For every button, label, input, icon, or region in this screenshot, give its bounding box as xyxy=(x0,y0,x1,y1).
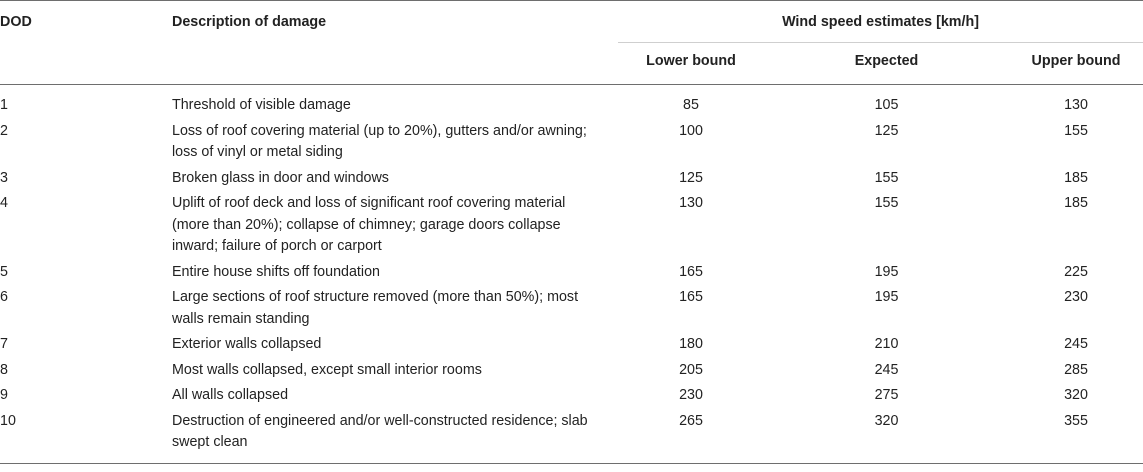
cell-dod: 7 xyxy=(0,336,8,352)
cell-expected: 155 xyxy=(874,169,899,186)
cell-expected: 275 xyxy=(874,387,899,403)
cell-lower-bound: 165 xyxy=(679,263,703,280)
cell-upper-bound: 155 xyxy=(1064,122,1088,139)
cell-description: Threshold of visible damage xyxy=(172,97,351,113)
cell-lower-bound: 85 xyxy=(683,97,699,113)
cell-expected: 125 xyxy=(874,122,899,139)
cell-description: Exterior walls collapsed xyxy=(172,336,322,352)
table-row xyxy=(0,407,1143,464)
cell-upper-bound: 185 xyxy=(1064,195,1088,211)
cell-expected: 195 xyxy=(874,263,899,280)
cell-dod: 5 xyxy=(0,263,8,280)
cell-upper-bound: 185 xyxy=(1064,169,1088,186)
cell-expected: 195 xyxy=(874,289,899,305)
header-dod: DOD xyxy=(0,1,158,85)
table-row xyxy=(0,330,1143,356)
cell-upper-bound: 355 xyxy=(1009,407,1143,464)
table-row xyxy=(0,117,1143,164)
cell-expected: 155 xyxy=(874,195,899,211)
cell-description: Most walls collapsed, except small interior rooms xyxy=(172,361,482,378)
table-body xyxy=(0,85,1143,464)
header-expected: Expected xyxy=(764,42,1009,85)
cell-description: Uplift of roof deck and loss of significant roof covering material (more than 20%); collapse of chimney; garage doors collapse inward; failure of porch or carport xyxy=(172,195,566,254)
header-upper-bound: Upper bound xyxy=(1009,42,1143,85)
table-row xyxy=(0,356,1143,382)
cell-dod: 3 xyxy=(0,169,8,186)
table-header xyxy=(0,1,1143,85)
cell-expected: 320 xyxy=(764,407,1009,464)
cell-dod: 1 xyxy=(0,97,8,113)
cell-lower-bound: 165 xyxy=(679,289,703,305)
cell-lower-bound: 180 xyxy=(679,336,703,352)
cell-description: Large sections of roof structure removed (more than 50%); most walls remain standing xyxy=(172,289,579,327)
cell-lower-bound: 265 xyxy=(618,407,764,464)
cell-upper-bound: 320 xyxy=(1064,387,1088,403)
table-row xyxy=(0,189,1143,258)
cell-upper-bound: 130 xyxy=(1064,97,1088,113)
cell-dod: 10 xyxy=(0,407,158,464)
header-lower-bound: Lower bound xyxy=(618,42,764,85)
cell-description: Broken glass in door and windows xyxy=(172,169,389,186)
table-row xyxy=(0,258,1143,284)
table-row xyxy=(0,164,1143,190)
cell-dod: 8 xyxy=(0,361,8,378)
cell-dod: 4 xyxy=(0,195,8,211)
cell-lower-bound: 230 xyxy=(679,387,703,403)
cell-description: Loss of roof covering material (up to 20%), gutters and/or awning; loss of vinyl or metal siding xyxy=(172,122,587,160)
cell-expected: 245 xyxy=(874,361,899,378)
header-wind-speed-group: Wind speed estimates [km/h] xyxy=(618,1,1143,43)
header-row-1 xyxy=(0,1,1143,43)
cell-description: All walls collapsed xyxy=(172,387,289,403)
cell-description: Destruction of engineered and/or well-constructed residence; slab swept clean xyxy=(158,407,618,464)
table-row xyxy=(0,85,1143,117)
table-row xyxy=(0,381,1143,407)
cell-lower-bound: 205 xyxy=(679,361,703,378)
cell-upper-bound: 285 xyxy=(1064,361,1088,378)
cell-lower-bound: 100 xyxy=(679,122,703,139)
cell-lower-bound: 130 xyxy=(679,195,703,211)
cell-expected: 210 xyxy=(874,336,899,352)
cell-lower-bound: 125 xyxy=(679,169,703,186)
cell-upper-bound: 225 xyxy=(1064,263,1088,280)
cell-dod: 6 xyxy=(0,289,8,305)
cell-upper-bound: 230 xyxy=(1064,289,1088,305)
cell-description: Entire house shifts off foundation xyxy=(172,263,380,280)
cell-expected: 105 xyxy=(874,97,899,113)
header-description: Description of damage xyxy=(158,1,618,85)
table-row xyxy=(0,283,1143,330)
cell-upper-bound: 245 xyxy=(1064,336,1088,352)
cell-dod: 9 xyxy=(0,387,8,403)
cell-dod: 2 xyxy=(0,122,8,139)
